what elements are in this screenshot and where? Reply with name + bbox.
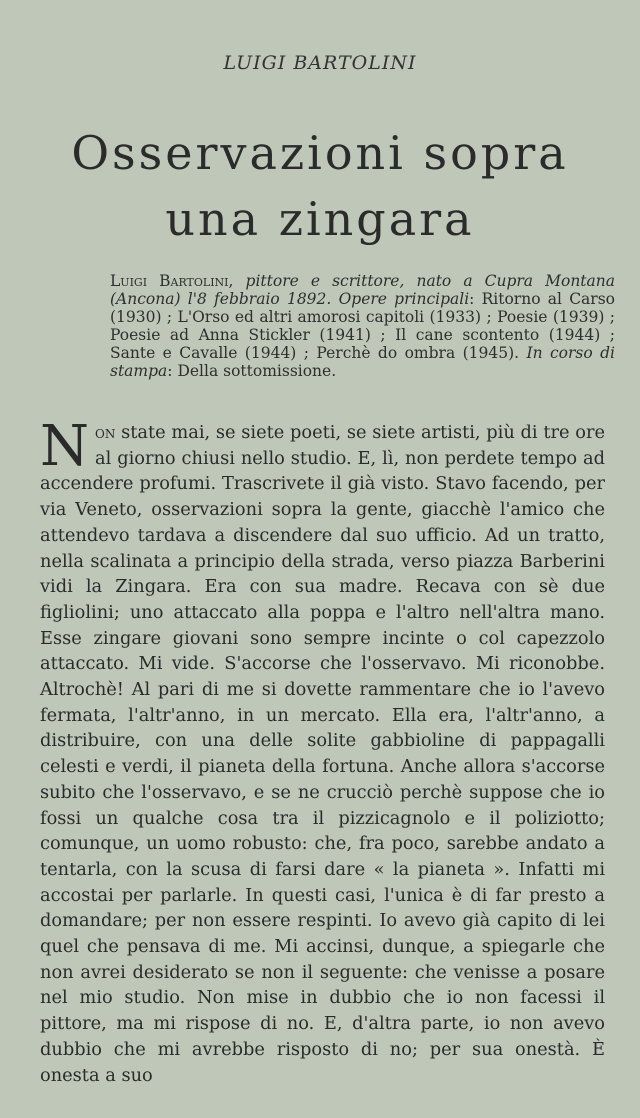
article-title [0,120,640,252]
drop-cap: N [40,414,89,479]
body-text: state mai, se siete poeti, se siete artisti, più di tre ore al giorno chiusi nello studio. E, lì, non perdete tempo ad accendere profumi. Trascrivete il già visto. Stavo facendo, per via Veneto, osservazioni sopra la gente, giacchè l'amico che attendevo tardava a discendere dal suo ufficio. Ad un tratto, nella scalinata a principio della strada, verso piazza Barberini vidi la Zingara. Era con sua madre. Recava con sè due figliolini; uno attaccato alla poppa e l'altro nell'altra mano. Esse zingare giovani sono sempre incinte o col capezzolo attaccato. Mi vide. S'accorse che l'osservavo. Mi riconobbe. Altrochè! Al pari di me si dovette rammentare che io l'avevo fermata, l'altr'anno, in un mercato. Ella era, l'altr'anno, a distribuire, con una delle solite gabbioline di pappagalli celesti e verdi, il pianeta della fortuna. Anche allora s'accorse subito che l'osservavo, e se ne crucciò perchè suppose che io fossi un qualche cosa tra il pizzicagnolo e il poliziotto; comunque, un uomo robusto: che, fra poco, sarebbe andato a tentarla, con la scusa di farsi dare « la pianeta ». Infatti mi accostai per parlarle. In questi casi, l'unica è di far presto a domandare; per non essere respinti. Io avevo già capito di lei quel che pensava di me. Mi accinsi, dunque, a spiegarle che non avrei desiderato se non il seguente: che venisse a posare nel mio studio. Non mise in dubbio che io non facessi il pittore, ma mi rispose di no. E, d'altra parte, io non avevo dubbio che mi avrebbe risposto di no; per sua onestà. È onesta a suo [40,422,605,1086]
bio-name: Luigi Bartolini, [110,272,234,290]
author-name: LUIGI BARTOLINI [223,52,417,74]
bio-in-print-label: In corso di stampa [110,344,615,380]
title-line-2: una zingara [165,192,475,246]
title-line-1: Osservazioni sopra [71,126,569,180]
article-body [40,414,605,1088]
bio-in-print-title: : Della sottomissione. [167,362,337,380]
author-bio [110,272,615,380]
first-word-rest: on [95,422,116,443]
bio-works: : Ritorno al Carso (1930) ; L'Orso ed altri amorosi capitoli (1933) ; Poesie (1939) ; Poesie ad Anna Stickler (1941) ; Il cane scontento (1944) ; Sante e Cavalle (1944) ; Perchè do ombra (1945). [110,290,615,362]
bio-role: pittore e scrittore, nato a Cupra Montana (Ancona) l'8 febbraio 1892. Opere principali [110,272,616,308]
